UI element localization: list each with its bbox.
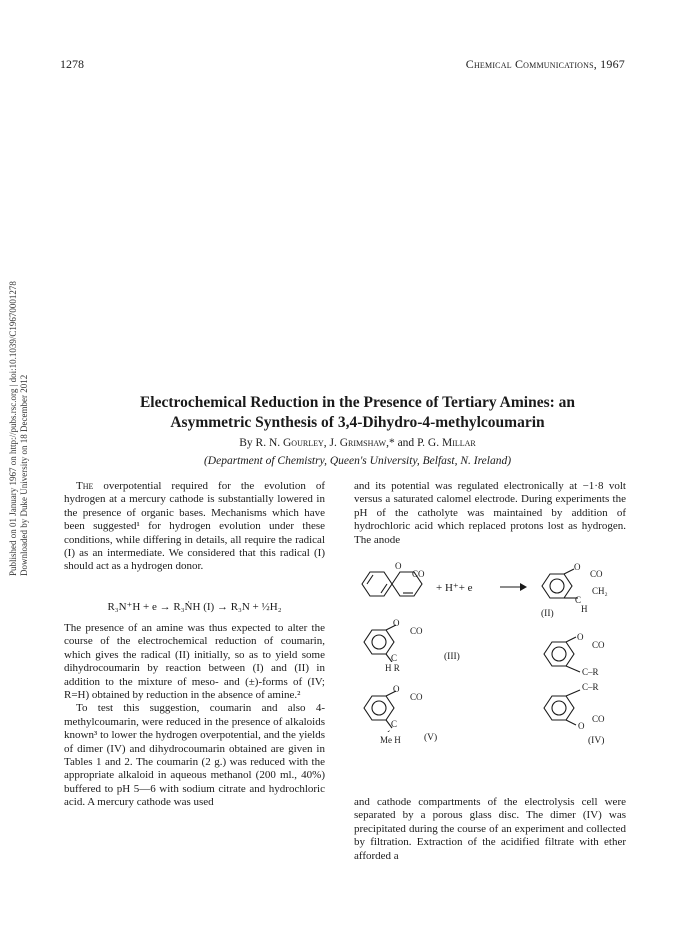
radical-II-structure — [538, 564, 598, 606]
coumarin-CO: CO — [412, 569, 425, 579]
compound-III-C: C — [391, 653, 398, 663]
dimer-IV-O-top: O — [577, 632, 584, 642]
paragraph-cell: and cathode compartments of the electrolysis cell were separated by a porous glass disc. The dimer (IV) was precipitated during the course of an experiment and collected by filtration. Extraction of the acidified filtrate with ether afforded a — [354, 796, 626, 862]
author-gourley: R. N. Gourley, — [255, 437, 327, 449]
article-title — [40, 393, 675, 433]
author-millar: P. G. Millar — [417, 437, 476, 449]
paragraph-radical: The presence of an amine was thus expected to alter the course of the electrochemical reduction of coumarin, which gives the radical (II) initially, so as to yield some dihydrocoumarin by reaction between (I) and (II) in addition to the mixture of meso- and (±)-forms of (IV; R=H) obtained by reduction in the absence of amine.² — [64, 622, 325, 702]
paragraph-potential: and its potential was regulated electronically at −1·8 volt versus a saturated calomel electrode. During experiments the pH of the catholyte was maintained by addition of hydrochloric acid which replaced protons lost as hydrogen. The anode — [354, 480, 626, 546]
left-column-intro — [64, 480, 325, 574]
left-column-body — [64, 622, 325, 810]
author-line — [40, 437, 675, 449]
compound-III-HR: H R — [385, 663, 400, 673]
author-grimshaw: J. Grimshaw,* — [329, 437, 395, 449]
intro-text: overpotential required for the evolution of hydrogen at a mercury cathode is substantially lowered in the presence of organic bases. Mechanisms which have been suggested¹ for hydrogen evolution under these conditions, while differing in details, all require the radical (I) as an intermediate. We considered that this radical (I) should act as a hydrogen donor. — [64, 480, 325, 573]
compound-V-MeH: Me H — [380, 735, 401, 745]
compound-III-O: O — [393, 618, 400, 628]
paragraph-test: To test this suggestion, coumarin and also 4-methylcoumarin, were reduced in the presence of alkaloids known³ to lower the hydrogen overpotential, and the yields of dimer (IV) and dihydrocoumarin obtained are given in Tables 1 and 2. The coumarin (2 g.) was reduced with the appropriate alkaloid in aqueous methanol (200 ml., 40%) buffered to pH 5—6 with sodium citrate and hydrochloric acid. A mercury cathode was used — [64, 702, 325, 809]
intro-lead-word: The — [76, 480, 94, 492]
right-column-top — [354, 480, 626, 547]
compound-V-CO: CO — [410, 692, 423, 702]
reaction-scheme — [354, 556, 626, 791]
radical-II-H: H — [581, 604, 588, 614]
title-line-1: Electrochemical Reduction in the Presence of Tertiary Amines: an — [139, 394, 576, 411]
dimer-IV-O-bottom: O — [578, 721, 585, 731]
label-IV: (IV) — [588, 736, 605, 746]
journal-title: Chemical Communications, 1967 — [465, 57, 625, 71]
coumarin-O: O — [395, 561, 402, 571]
dimer-IV-CR-top: C–R — [582, 667, 599, 677]
dimer-IV-CO-top: CO — [592, 640, 605, 650]
sidebar-published-line: Published on 01 January 1967 on http://pubs.rsc.org | doi:10.1039/C19670001278 — [8, 281, 18, 576]
dimer-IV-CO-bottom: CO — [592, 714, 605, 724]
reaction-arrow — [498, 582, 528, 592]
radical-II-O: O — [574, 562, 581, 572]
reaction-reagents: + H⁺+ e — [436, 582, 473, 594]
title-line-2: Asymmetric Synthesis of 3,4-Dihydro-4-methylcoumarin — [170, 414, 545, 431]
intro-paragraph — [64, 480, 325, 574]
radical-II-CO: CO — [590, 569, 603, 579]
download-sidebar — [8, 206, 32, 576]
amine-equation: R₃N⁺H + e → R₃ṄH (I) → R₃N + ½H₂ — [107, 601, 282, 613]
radical-II-C: C — [575, 595, 582, 605]
compound-III-CO: CO — [410, 626, 423, 636]
right-column-bottom — [354, 796, 626, 863]
compound-V-O: O — [393, 684, 400, 694]
dimer-IV-CR-bottom: C–R — [582, 682, 599, 692]
radical-II-CH2: CH₂ — [592, 586, 608, 596]
affiliation: (Department of Chemistry, Queen's University, Belfast, N. Ireland) — [203, 455, 512, 467]
authors-and: and — [397, 437, 415, 449]
authors-by: By — [239, 437, 253, 449]
sidebar-download-line: Downloaded by Duke University on 18 December 2012 — [19, 374, 29, 576]
label-V: (V) — [424, 733, 438, 743]
label-II: (II) — [541, 609, 554, 619]
label-III: (III) — [444, 652, 460, 662]
page-number: 1278 — [60, 57, 84, 71]
compound-V-C: C — [391, 719, 398, 729]
